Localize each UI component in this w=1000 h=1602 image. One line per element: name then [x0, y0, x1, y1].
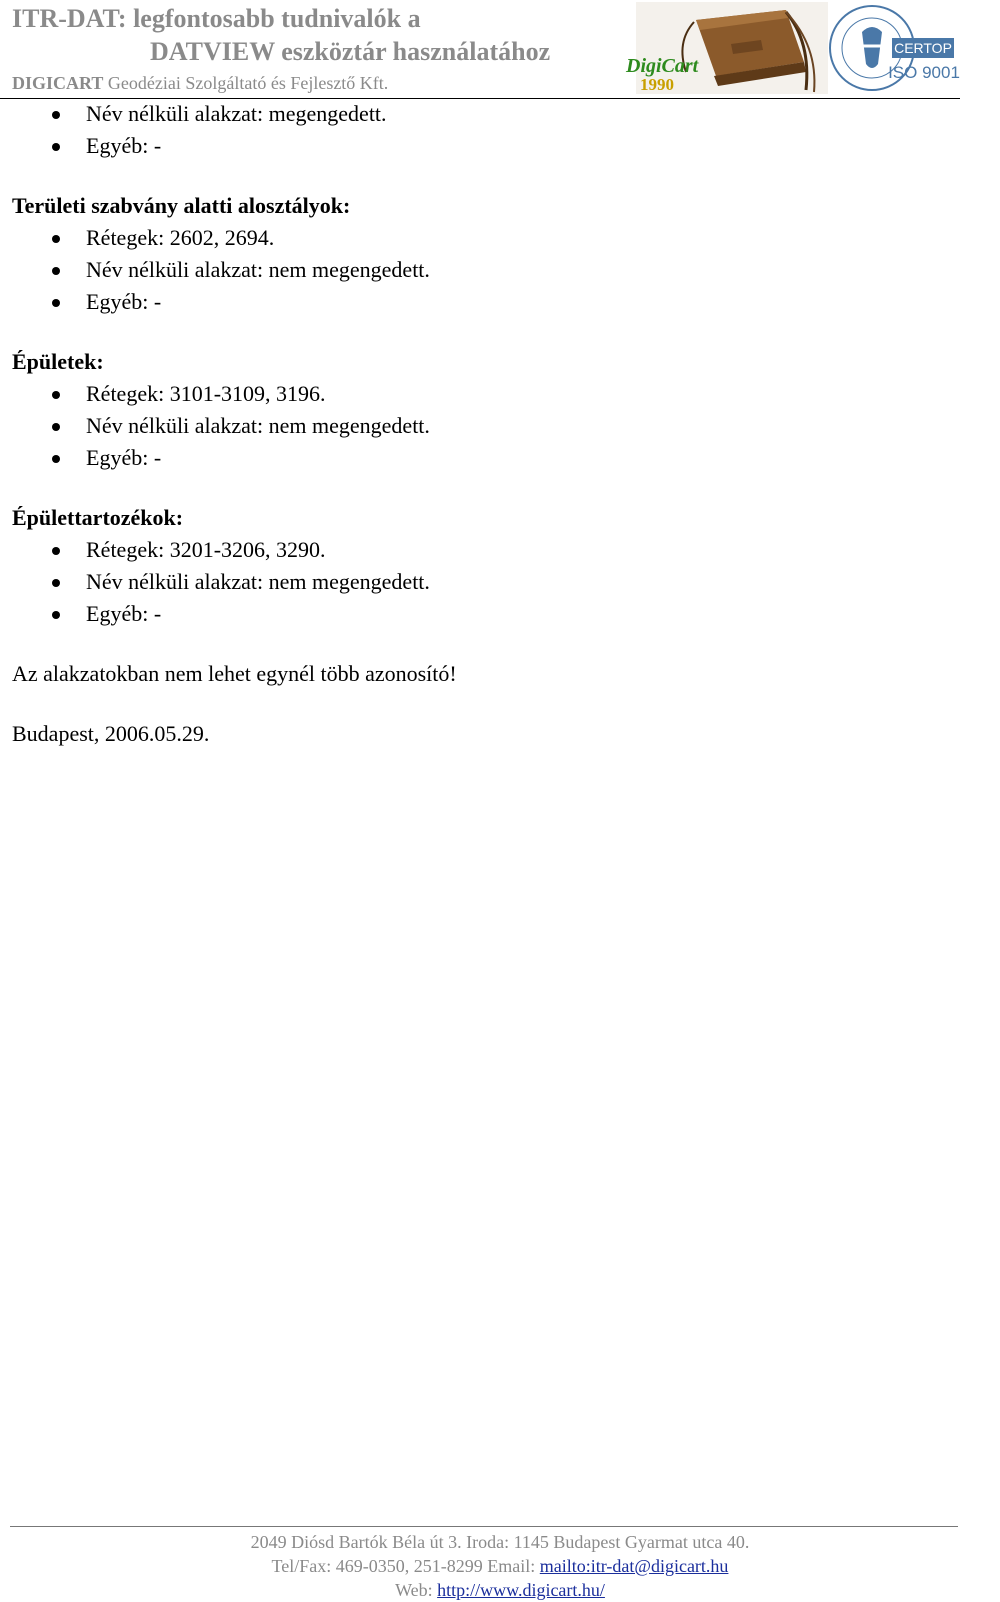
bullet-icon	[52, 111, 60, 119]
list-item	[12, 98, 942, 130]
list-item	[12, 222, 942, 254]
seal-brand: CERTOP	[894, 40, 952, 56]
header-company-name: DIGICART	[12, 73, 104, 93]
logo-text: DigiCart	[626, 55, 699, 77]
bullet-icon	[52, 299, 60, 307]
logo-year: 1990	[640, 75, 674, 94]
seal-standard: ISO 9001	[888, 63, 960, 82]
certop-iso-seal	[826, 2, 958, 94]
bullet-icon	[52, 611, 60, 619]
spacer	[12, 630, 942, 658]
note-text: Az alakzatokban nem lehet egynél több azonosító!	[12, 661, 457, 686]
section-epulettartozekok	[12, 502, 942, 630]
footer-phone: Tel/Fax: 469-0350, 251-8299 Email:	[271, 1556, 540, 1576]
list-item	[12, 410, 942, 442]
website-link[interactable]: http://www.digicart.hu/	[437, 1580, 605, 1600]
iso-seal-icon	[826, 2, 958, 94]
header-title-line1: ITR-DAT: legfontosabb tudnivalók a	[12, 4, 421, 33]
list-item-text: Név nélküli alakzat: megengedett.	[86, 101, 387, 126]
section-bullet-list	[12, 222, 942, 318]
list-item	[12, 130, 942, 162]
digicart-logo	[626, 2, 828, 94]
bullet-icon	[52, 267, 60, 275]
section-title: Területi szabvány alatti alosztályok:	[12, 193, 351, 218]
list-item	[12, 286, 942, 318]
date-line: Budapest, 2006.05.29.	[12, 721, 210, 746]
section-title: Épületek:	[12, 349, 104, 374]
list-item	[12, 254, 942, 286]
list-item-text: Rétegek: 3101-3109, 3196.	[86, 381, 326, 406]
bullet-icon	[52, 423, 60, 431]
header-title-line2: DATVIEW eszköztár használatához	[150, 37, 551, 66]
section-bullet-list	[12, 534, 942, 630]
list-item-text: Név nélküli alakzat: nem megengedett.	[86, 569, 430, 594]
footer-address: 2049 Diósd Bartók Béla út 3. Iroda: 1145 Budapest Gyarmat utca 40.	[250, 1532, 750, 1552]
bullet-icon	[52, 455, 60, 463]
spacer	[12, 474, 942, 502]
page-footer	[0, 1530, 1000, 1602]
section-epuletek	[12, 346, 942, 474]
top-bullet-list	[12, 98, 942, 162]
header-company	[12, 72, 388, 94]
footer-contact	[0, 1554, 1000, 1578]
list-item	[12, 378, 942, 410]
bullet-icon	[52, 235, 60, 243]
list-item-text: Rétegek: 3201-3206, 3290.	[86, 537, 326, 562]
bullet-icon	[52, 143, 60, 151]
footer-divider	[10, 1526, 958, 1527]
bullet-icon	[52, 391, 60, 399]
list-item	[12, 598, 942, 630]
list-item	[12, 442, 942, 474]
list-item-text: Egyéb: -	[86, 601, 162, 626]
section-title: Épülettartozékok:	[12, 505, 184, 530]
bullet-icon	[52, 579, 60, 587]
list-item	[12, 534, 942, 566]
header-company-desc: Geodéziai Szolgáltató és Fejlesztő Kft.	[103, 73, 389, 93]
email-link[interactable]: mailto:itr-dat@digicart.hu	[539, 1556, 729, 1576]
list-item-text: Egyéb: -	[86, 445, 162, 470]
list-item-text: Egyéb: -	[86, 289, 162, 314]
list-item-text: Név nélküli alakzat: nem megengedett.	[86, 257, 430, 282]
footer-web	[0, 1578, 1000, 1602]
list-item-text: Név nélküli alakzat: nem megengedett.	[86, 413, 430, 438]
section-teruleti	[12, 190, 942, 318]
leather-case-icon	[626, 2, 828, 94]
spacer	[12, 690, 942, 718]
spacer	[12, 162, 942, 190]
section-bullet-list	[12, 378, 942, 474]
page-header	[0, 0, 960, 99]
list-item-text: Rétegek: 2602, 2694.	[86, 225, 275, 250]
list-item	[12, 566, 942, 598]
footer-web-label: Web:	[395, 1580, 438, 1600]
spacer	[12, 318, 942, 346]
bullet-icon	[52, 547, 60, 555]
list-item-text: Egyéb: -	[86, 133, 162, 158]
document-body	[12, 98, 942, 750]
